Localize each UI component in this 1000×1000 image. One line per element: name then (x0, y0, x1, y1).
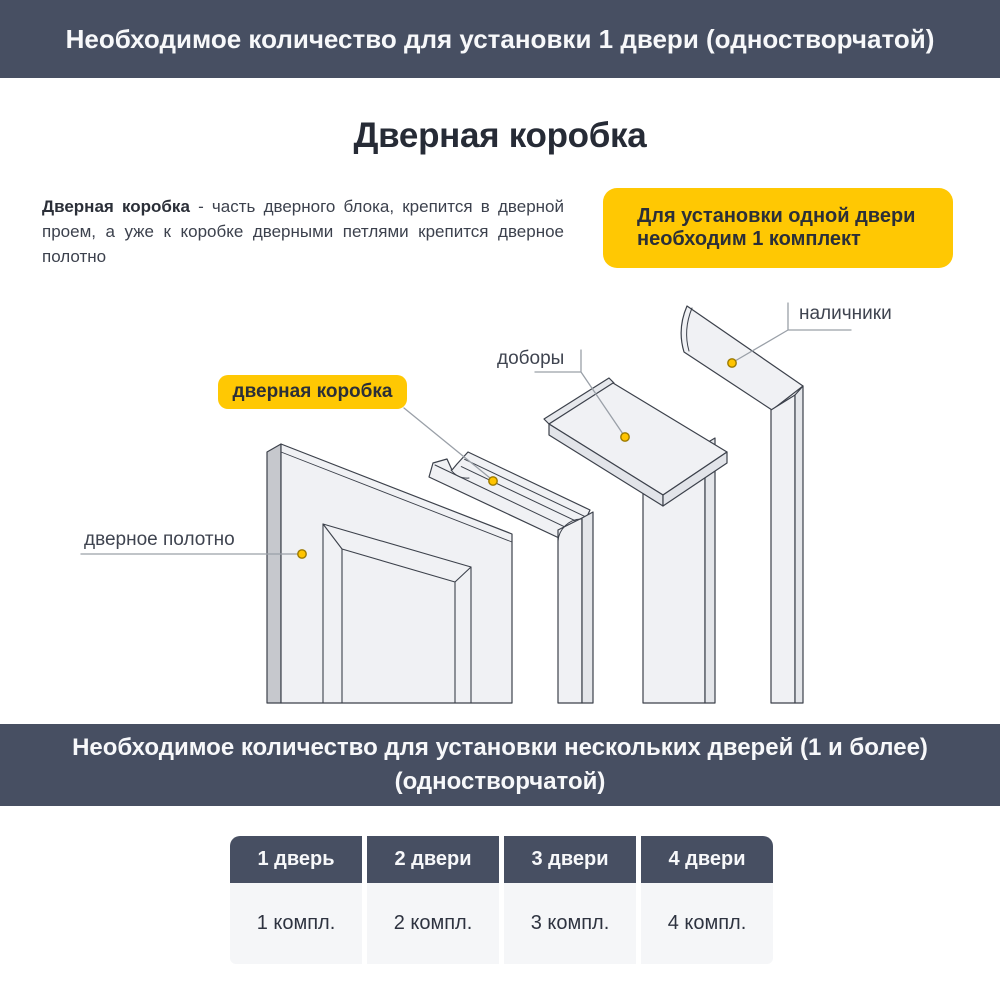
page-title: Дверная коробка (353, 116, 647, 155)
architraves-label: наличники (799, 303, 892, 324)
description-paragraph (42, 194, 564, 269)
info-badge-line1: Для установки одной двери (637, 205, 916, 227)
door-frame-dot (489, 477, 497, 485)
door-leaf-dot (298, 550, 306, 558)
door-frame-label: дверная коробка (218, 375, 407, 409)
description-lead: Дверная коробка (42, 197, 190, 216)
table-header-cell: 2 двери (367, 836, 499, 883)
table-header-cell: 3 двери (504, 836, 636, 883)
architraves-dot (728, 359, 736, 367)
table-header-cell: 4 двери (641, 836, 773, 883)
door-leaf-label: дверное полотно (84, 529, 235, 550)
extensions-dot (621, 433, 629, 441)
extensions-label: доборы (497, 348, 565, 369)
info-badge (603, 188, 953, 268)
table-value-cell: 3 компл. (504, 883, 636, 964)
top-banner (0, 0, 1000, 78)
bottom-banner-line1: Необходимое количество для установки нескольких дверей (1 и более) (72, 734, 928, 761)
table-value-cell: 4 компл. (641, 883, 773, 964)
top-banner-text: Необходимое количество для установки 1 двери (одностворчатой) (65, 23, 935, 54)
description-rest: - часть дверного блока, крепится в дверной проем, а уже к коробке дверными петлями крепится дверное полотно (42, 197, 564, 266)
quantity-table (230, 836, 773, 964)
table-value-cell: 1 компл. (230, 883, 362, 964)
info-badge-line2: необходим 1 комплект (637, 228, 861, 250)
bottom-banner-line2: (одностворчатой) (394, 768, 606, 795)
bottom-banner (0, 724, 1000, 806)
table-value-cell: 2 компл. (367, 883, 499, 964)
table-header-cell: 1 дверь (230, 836, 362, 883)
